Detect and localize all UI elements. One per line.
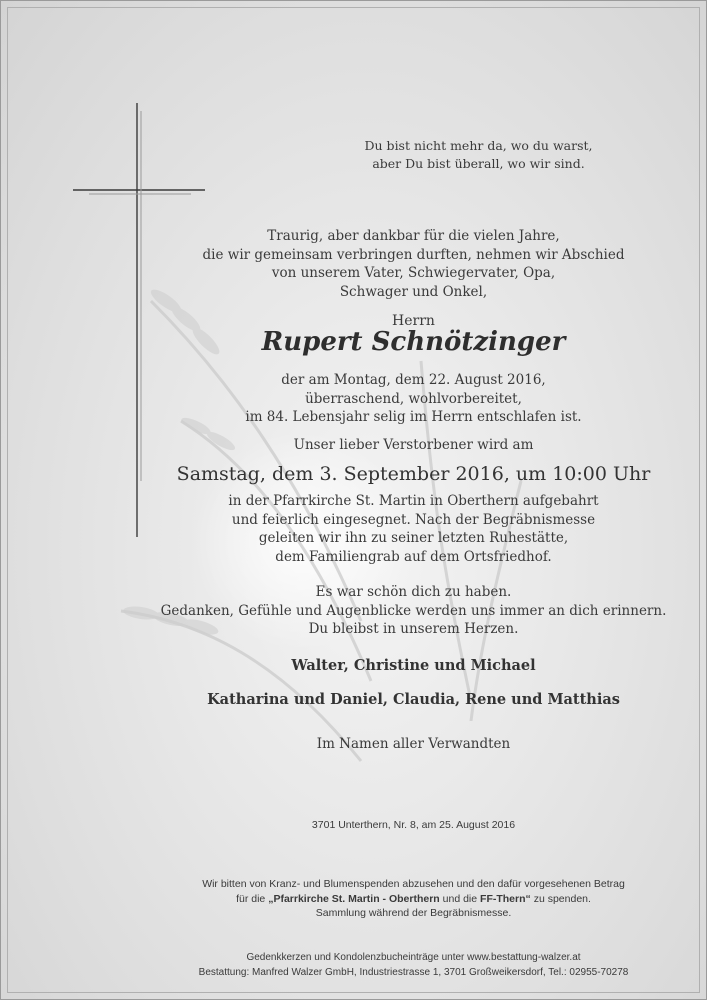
motto-line: aber Du bist überall, wo wir sind. <box>372 156 585 171</box>
ceremony-details <box>121 492 706 566</box>
request-text: für die <box>236 892 269 905</box>
footer-line: Gedenkkerzen und Kondolenzbucheinträge unter www.bestattung-walzer.at <box>246 952 581 963</box>
place-and-date: 3701 Unterthern, Nr. 8, am 25. August 2016 <box>311 819 516 831</box>
intro-text <box>121 227 706 301</box>
death-line: der am Montag, dem 22. August 2016, <box>281 372 546 388</box>
ceremony-line: geleiten wir ihn zu seiner letzten Ruhestätte, <box>258 530 569 546</box>
donation-request <box>121 877 706 921</box>
intro-line: Traurig, aber dankbar für die vielen Jahre, <box>267 228 560 244</box>
deceased-name: Rupert Schnötzinger <box>261 327 566 357</box>
family-names-grandchildren: Katharina und Daniel, Claudia, Rene und Matthias <box>207 691 620 708</box>
request-line: Wir bitten von Kranz- und Blumenspenden abzusehen und den dafür vorgesehenen Betrag <box>202 878 625 890</box>
request-line: Sammlung während der Begräbnismesse. <box>315 907 512 919</box>
ceremony-line: dem Familiengrab auf dem Ortsfriedhof. <box>275 548 552 565</box>
relatives-signoff: Im Namen aller Verwandten <box>316 736 511 752</box>
death-notice <box>121 371 706 427</box>
motto-line: Du bist nicht mehr da, wo du warst, <box>364 138 593 153</box>
funeral-home-footer <box>121 951 706 980</box>
family-names-children: Walter, Christine und Michael <box>291 657 536 674</box>
closing-line: Es war schön dich zu haben. <box>315 584 512 600</box>
intro-line: Schwager und Onkel, <box>339 283 488 300</box>
death-line: im 84. Lebensjahr selig im Herrn entschlafen ist. <box>245 409 582 425</box>
recipient-parish: „Pfarrkirche St. Martin - Oberthern <box>268 892 440 905</box>
ceremony-line: in der Pfarrkirche St. Martin in Oberthern aufgebahrt <box>228 493 599 509</box>
intro-line: von unserem Vater, Schwiegervater, Opa, <box>271 265 556 281</box>
announcement-text: Unser lieber Verstorbener wird am <box>293 437 534 453</box>
request-line <box>121 892 706 907</box>
funeral-date: Samstag, dem 3. September 2016, um 10:00 Uhr <box>176 463 651 485</box>
request-text: zu spenden. <box>530 892 591 905</box>
death-line: überraschend, wohlvorbereitet, <box>305 390 522 407</box>
recipient-fire-brigade: FF-Thern“ <box>480 892 531 905</box>
footer-line: Bestattung: Manfred Walzer GmbH, Industriestrasse 1, 3701 Großweikersdorf, Tel.: 02955-70278 <box>198 966 629 978</box>
request-text: und die <box>439 892 481 905</box>
closing-line: Du bleibst in unserem Herzen. <box>308 621 519 637</box>
motto-quote <box>291 137 666 173</box>
salutation: Herrn <box>392 313 435 329</box>
intro-line: die wir gemeinsam verbringen durften, nehmen wir Abschied <box>202 246 625 263</box>
closing-line: Gedanken, Gefühle und Augenblicke werden uns immer an dich erinnern. <box>160 602 667 619</box>
ceremony-line: und feierlich eingesegnet. Nach der Begräbnismesse <box>231 511 596 528</box>
closing-words <box>121 583 706 639</box>
